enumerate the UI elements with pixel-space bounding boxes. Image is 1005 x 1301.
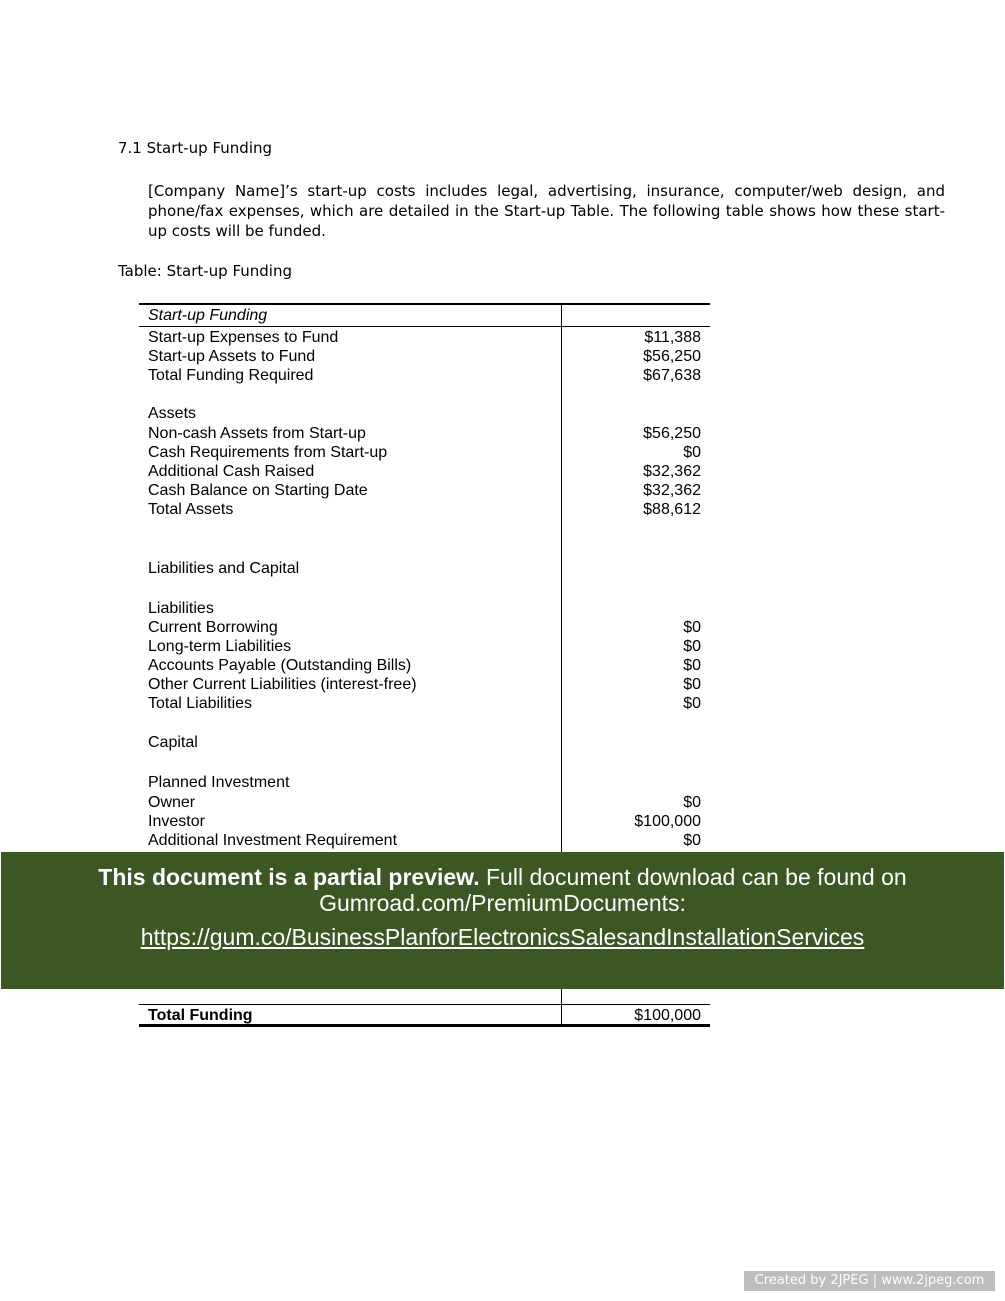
preview-banner (1, 852, 1004, 989)
row-value: $32,362 (643, 482, 701, 499)
row-value: $100,000 (634, 813, 701, 830)
table-row (148, 404, 701, 423)
row-label: Capital (148, 734, 198, 751)
table-row (148, 675, 701, 694)
banner-bold: This document is a partial preview. (98, 864, 480, 890)
table-row (148, 599, 701, 618)
row-label: Assets (148, 405, 197, 422)
row-value: $0 (683, 695, 701, 712)
row-label: Cash Balance on Starting Date (148, 482, 368, 499)
table-row (148, 366, 701, 385)
download-link[interactable]: https://gum.co/BusinessPlanforElectronicsSalesandInstallationServices (140, 924, 865, 950)
row-label: Total Assets (148, 501, 234, 518)
row-value: $56,250 (643, 348, 701, 365)
section-title: 7.1 Start-up Funding (118, 139, 273, 157)
table-row (148, 500, 701, 519)
row-label: Current Borrowing (148, 619, 278, 636)
row-value: $11,388 (644, 329, 701, 346)
total-row (148, 1006, 701, 1025)
table-row (148, 424, 701, 443)
row-label: Total Liabilities (148, 695, 253, 712)
row-label: Non-cash Assets from Start-up (148, 425, 366, 442)
table-row (148, 656, 701, 675)
row-value: $32,362 (643, 463, 701, 480)
row-label: Planned Investment (148, 774, 290, 791)
row-label: Other Current Liabilities (interest-free) (148, 676, 417, 693)
row-label: Cash Requirements from Start-up (148, 444, 388, 461)
table-row (148, 793, 701, 812)
row-label: Start-up Expenses to Fund (148, 329, 339, 346)
row-label: Liabilities (148, 600, 214, 617)
table-row (148, 812, 701, 831)
table-row (148, 694, 701, 713)
banner-message (1, 864, 1004, 916)
table-top-rule (139, 303, 710, 305)
table-row (148, 443, 701, 462)
row-label: Total Funding Required (148, 367, 314, 384)
row-value: $0 (683, 638, 701, 655)
row-value: $56,250 (643, 425, 701, 442)
row-value: $0 (683, 832, 701, 849)
table-row (148, 637, 701, 656)
table-row (148, 559, 701, 578)
row-label: Liabilities and Capital (148, 560, 300, 577)
row-value: $88,612 (643, 501, 701, 518)
row-label: Accounts Payable (Outstanding Bills) (148, 657, 412, 674)
row-value: $0 (683, 676, 701, 693)
row-value: $0 (683, 444, 701, 461)
table-header (148, 306, 701, 325)
table-row (148, 831, 701, 850)
row-value: $0 (683, 619, 701, 636)
row-label: Owner (148, 794, 196, 811)
table-row (148, 618, 701, 637)
header-label: Start-up Funding (148, 307, 268, 324)
table-row (148, 733, 701, 752)
intro-paragraph: [Company Name]’s start-up costs includes legal, advertising, insurance, computer/web design, and phone/fax expenses, which are detailed in the Start-up Table. The following table shows how these start-up costs will be funded. (148, 182, 945, 240)
total-label: Total Funding (148, 1007, 253, 1024)
row-label: Additional Investment Requirement (148, 832, 398, 849)
total-rule (139, 1004, 710, 1005)
row-value: $67,638 (643, 367, 701, 384)
table-row (148, 462, 701, 481)
table-row (148, 347, 701, 366)
header-rule (139, 326, 710, 327)
table-caption: Table: Start-up Funding (118, 262, 293, 280)
row-label: Start-up Assets to Fund (148, 348, 316, 365)
row-label: Long-term Liabilities (148, 638, 292, 655)
row-label: Additional Cash Raised (148, 463, 315, 480)
total-value: $100,000 (634, 1007, 701, 1024)
banner-text: Full document download can be found on (479, 864, 907, 890)
table-row (148, 481, 701, 500)
row-label: Investor (148, 813, 205, 830)
table-row (148, 773, 701, 792)
banner-site: Gumroad.com/PremiumDocuments: (319, 890, 686, 916)
watermark-footer: Created by 2JPEG | www.2jpeg.com (744, 1271, 995, 1291)
row-value: $0 (683, 794, 701, 811)
row-value: $0 (683, 657, 701, 674)
table-row (148, 328, 701, 347)
